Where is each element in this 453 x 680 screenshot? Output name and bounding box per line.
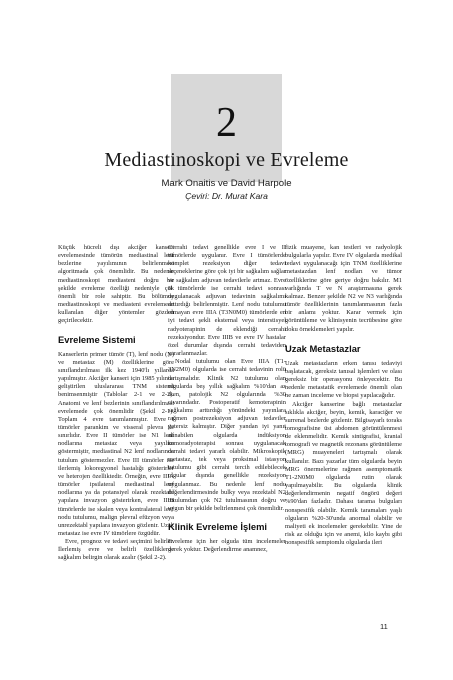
paragraph: Akciğer kanserine bağlı metastazlar sıklıkla akciğer, beyin, kemik, karaciğer ve surrenal bezlerde gözlenir. Bilgisayarlı toraks tomografisine üst abdomen görüntülenmesi de eklenmelidir. Kemik sintigrafisi, kranial tomografi ve magnetik rezonans görüntüleme (MRG) muayeneleri tartışmalı olarak kullanılır. Bazı yazarlar tüm olgularda beyin MRG önermelerine rağmen asemptomatik T1-2N0M0 olgularda rutin olarak yapılmayabilir. Bu olgularda klinik değerlendirmenin negatif öngörü değeri %90'dan fazladır. Dahası tarama bulguları nonspesifik olabilir. Kemik taramaları yaşlı olguların %20-30'unda anormal olabilir ve maliyeti ek incelemeler gerekebilir. Yine de risk az olduğu için ve anemi, kilo kaybı gibi nonspesifik semptomlu olgularda ileri bbox=[285, 400, 402, 547]
intro-paragraph: Küçük hücreli dışı akciğer kanseri evrelemesinde tümörün mediastinal lenf bezlerine yayılımının belirlenmesi algoritmada çok önemlidir. Bu nedenle mediastinoskopi mediasteni doğru bir şekilde evreleme özelliği nedeniyle çok önemli bir role sahiptir. Bu bölümde mediastinoskopi ve mediasteni evrelemede kullanılan diğer yöntemler gözden geçirilecektir. bbox=[58, 244, 174, 325]
paragraph: Cerrahi tedavi genellikle evre I ve II tümörlerde uygulanır. Evre I tümörlerde komplet rezeksiyon diğer tedavi seçeneklerine göre çok iyi bir sağkalım sağlar ve sağkalım adjuvan tedavilerle artmaz. Evre II tümörlerde ise cerrahi tedavi sonrası uygulanacak adjuvan tedavinin sağkalımı arttırdığı belirlenmiştir. Lenf nodu tutulumu olmayan evre IIIA (T3N0M0) tümörlerde en iyi tedavi şekli eksternal veya interstisyel radyoterapinin de eklendiği cerrahi rezeksiyondur. Evre IIIB ve evre IV hastalar özel durumlar dışında cerrahi tedaviden yararlanmazlar. bbox=[168, 244, 286, 358]
chapter-authors: Mark Onaitis ve David Harpole bbox=[161, 178, 292, 189]
paragraph: Evre, prognoz ve tedavi seçimini belirler. İlerlemiş evre ve belirli özelliklerde sağkalım belirgin olarak azalır (Şekil 2-2). bbox=[58, 538, 174, 562]
chapter-number: 2 bbox=[216, 100, 237, 146]
section-heading-evreleme-sistemi: Evreleme Sistemi bbox=[58, 333, 136, 345]
text-column-3 bbox=[285, 244, 402, 547]
text-column-2 bbox=[168, 244, 286, 554]
paragraph: Nodal tutulumu olan Evre IIIA (T1-3N2M0) olgularda ise cerrahi tedavinin rolü tartışmalıdır. Klinik N2 tutulumu olan olgularda beş yıllık sağkalım %10'dan az iken, patolojik N2 olgularında %30 civarındadır. Postoperatif kemoterapinin sağkalımı arttırdığı yönündeki yayınlara rağmen postrezeksiyon adjuvan tedaviler yetersiz kalmıştır. Diğer yandan iyi yanıt alınabilen olgularda indüksiyon kemoradyoterapisi sonrası uygulanacak cerrahi tedavi yararlı olabilir. Mikroskopik metastaz, tek veya proksimal istasyon tutulumu gibi cerrahi tercih edilebilecek olgular dışında genellikle rezeksiyon uygulanmaz. Bu nedenle lenf nodu değerlendirmesinde bulky veya rezektabl N2 tutulumdan çok N2 tutulmasının doğru ve uygun bir şekilde belirlenmesi çok önemlidir. bbox=[168, 358, 286, 512]
paragraph: Evreleme için her olguda tüm incelemeler gerek yoktur. Değerlendirme anamnez, bbox=[168, 538, 286, 554]
paragraph: Uzak metastazların erken tanısı tedaviyi başlatacak, gereksiz tanısal işlemleri ve olası gereksiz bir operasyonu önleyecektir. Bu nedenle metastatik evrelemede önemli olan ne zaman inceleme ve biopsi yapılacağıdır. bbox=[285, 359, 402, 400]
paragraph: fizik muayene, kan testleri ve radyolojik bulgularla yapılır. Evre IV olgularda medikal tedavi uygulanacağı için TNM özelliklerine metastazdan lenf nodları ve tümor özelliklerine göre geriye doğru bakılır. M1 varlığında T ve N araştırmasına gerek kalmaz. Benzer şekilde N2 ve N3 varlığında tümör özelliklerinin tanımlanmasının fazla bir anlamı yoktur. Karar vermek için görüntüleme ve klinisyenin tecrübesine göre doku örneklemeleri yapılır. bbox=[285, 244, 402, 333]
paragraph: Kanserlerin primer tümör (T), lenf nodu (N) ve metastaz (M) özelliklerine göre sınıflandırılması ilk kez 1940'lı yıllarda yapılmıştır. Akciğer kanseri için 1985 yılında geliştirilen uluslararası TNM sistemi benimsenmiştir (Tablolar 2-1 ve 2-2). Anatomi ve lenf bezlerinin sınıflandırılması evrelemede çok önemlidir (Şekil 2-1). Toplam 4 evre tanımlanmıştır. Evre I tümörler parankim ve visseral plevra ile sınırlıdır. Evre II tümörler ise N1 lenf nodlarına metastaz veya yayılım göstermiştir, mediastinal N2 lenf nodlarında tutulum göstermezler. Evre III tümörler ise ilerlemiş lokoregyonel hastalığı gösterirler ve heterojen özelliktedir. Örneğin, evre IIIA tümörler ipsilateral mediastinal lenf nodlarına ya da potansiyel olarak rezektabl yapılara invazyon gösterirken, evre IIIB tümörlerde ise skalen veya kontralateral lenf nodu tutulumu, malign plevral efüzyon veya unrezektabl yapılara invazyon gözlenir. Uzak metastaz ise evre IV tümörlere özgüdür. bbox=[58, 350, 174, 537]
page-number: 11 bbox=[380, 622, 388, 631]
text-column-1 bbox=[58, 244, 174, 563]
chapter-title: Mediastinoskopi ve Evreleme bbox=[104, 149, 349, 171]
section-heading-uzak-metastazlar: Uzak Metastazlar bbox=[285, 342, 361, 354]
chapter-translator: Çeviri: Dr. Murat Kara bbox=[185, 191, 268, 201]
section-heading-klinik-evreleme: Klinik Evreleme İşlemi bbox=[168, 521, 268, 533]
